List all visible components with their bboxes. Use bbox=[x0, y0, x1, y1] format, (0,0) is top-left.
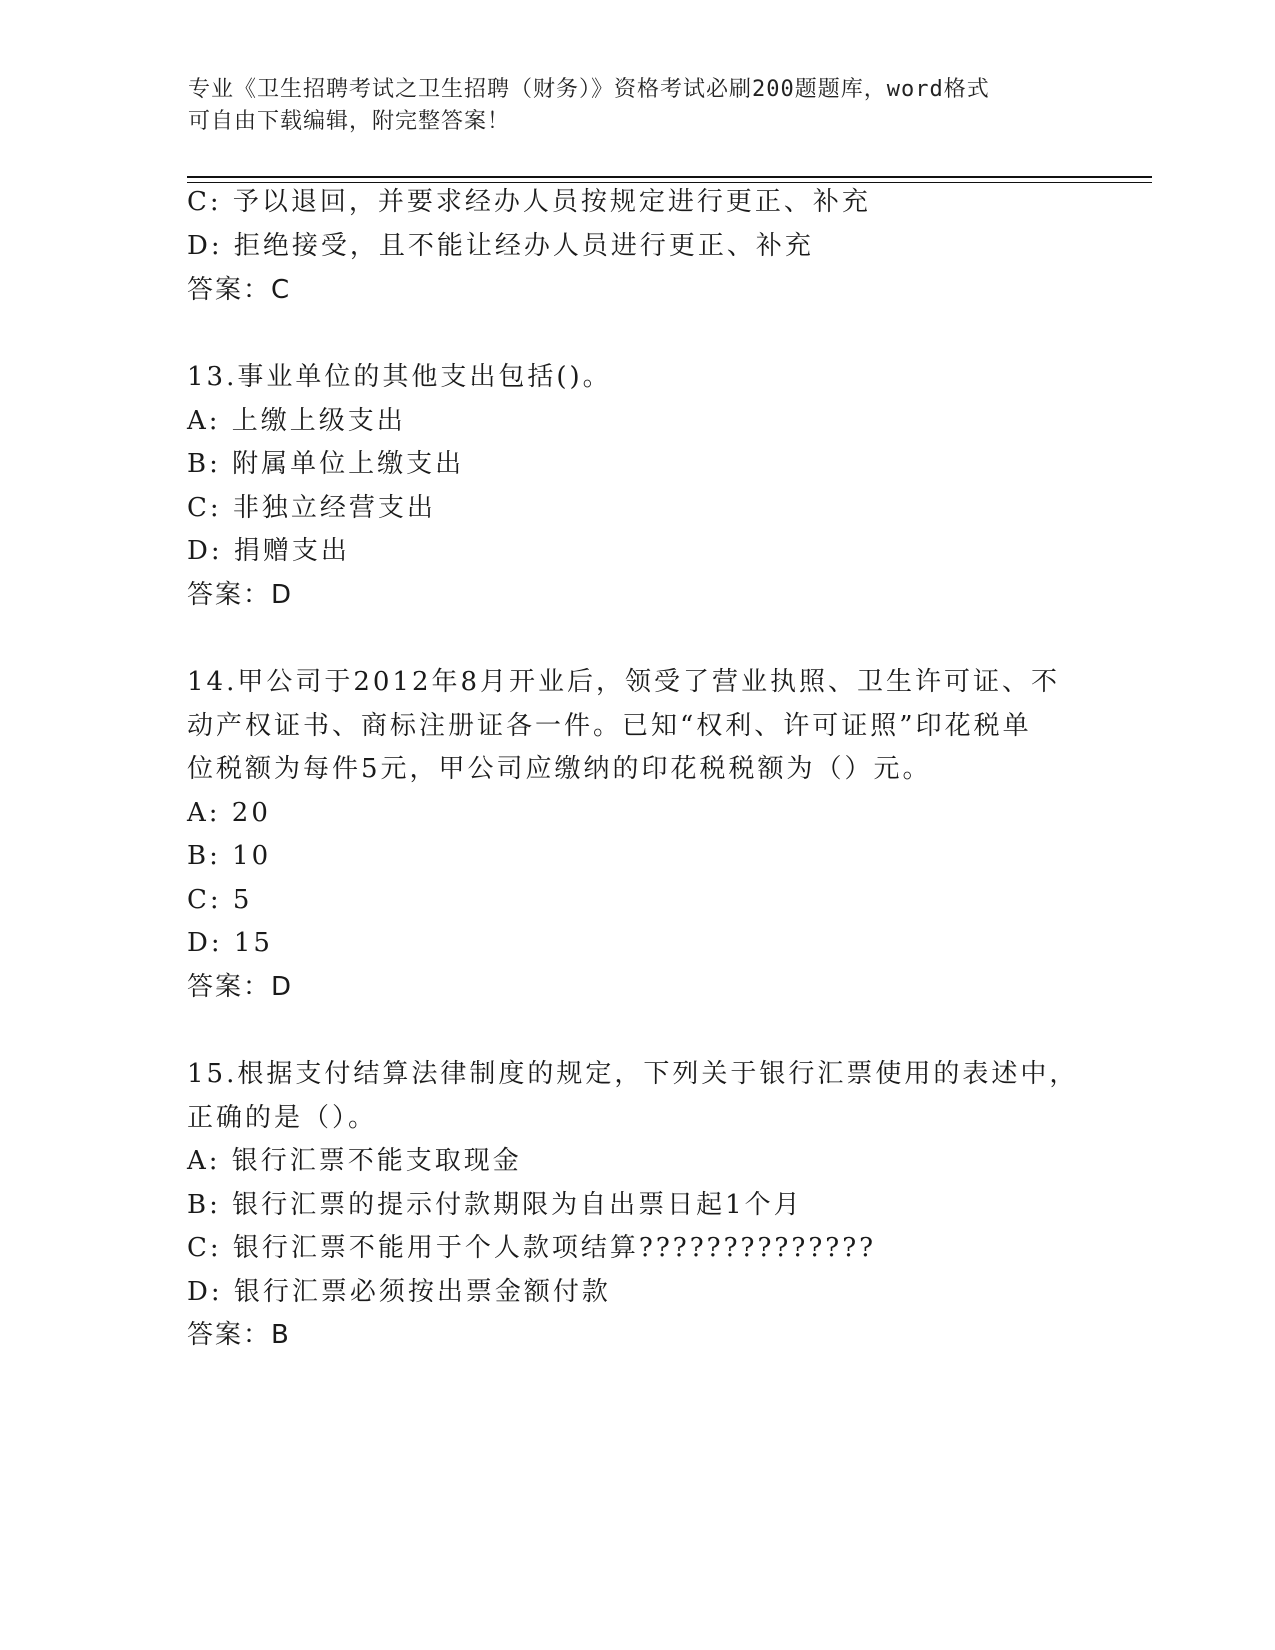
header-title-line-2: 可自由下载编辑，附完整答案！ bbox=[188, 109, 511, 134]
q13-answer: 答案：D bbox=[187, 580, 294, 610]
q15-answer: 答案：B bbox=[187, 1320, 291, 1350]
q12-answer: 答案：C bbox=[187, 275, 292, 305]
q13-option-a: A: 上缴上级支出 bbox=[187, 406, 406, 436]
q13-option-c: C: 非独立经营支出 bbox=[187, 493, 436, 523]
q15-option-c: C: 银行汇票不能用于个人款项结算?????????????? bbox=[187, 1233, 877, 1263]
q14-option-a: A: 20 bbox=[187, 798, 271, 828]
header-title-line-1: 专业《卫生招聘考试之卫生招聘（财务）》资格考试必刷200题题库，word格式 bbox=[188, 77, 990, 102]
document-header bbox=[188, 74, 1068, 138]
q12-option-c: C: 予以退回，并要求经办人员按规定进行更正、补充 bbox=[187, 187, 871, 217]
q14-stem-line-2: 动产权证书、商标注册证各一件。已知“权利、许可证照”印花税单 bbox=[187, 711, 1032, 741]
q13-option-b: B: 附属单位上缴支出 bbox=[187, 449, 465, 479]
q13-stem: 13.事业单位的其他支出包括()。 bbox=[187, 362, 612, 392]
q14-option-d: D: 15 bbox=[187, 928, 273, 958]
q12-option-d: D: 拒绝接受，且不能让经办人员进行更正、补充 bbox=[187, 231, 814, 261]
q15-option-d: D: 银行汇票必须按出票金额付款 bbox=[187, 1277, 611, 1307]
q14-answer: 答案：D bbox=[187, 972, 294, 1002]
q14-stem-line-1: 14.甲公司于2012年8月开业后，领受了营业执照、卫生许可证、不 bbox=[187, 667, 1061, 697]
q14-stem-line-3: 位税额为每件5元，甲公司应缴纳的印花税税额为（）元。 bbox=[187, 754, 932, 784]
q15-option-a: A: 银行汇票不能支取现金 bbox=[187, 1146, 522, 1176]
q15-option-b: B: 银行汇票的提示付款期限为自出票日起1个月 bbox=[187, 1190, 803, 1220]
q14-option-c: C: 5 bbox=[187, 885, 253, 915]
q14-option-b: B: 10 bbox=[187, 841, 272, 871]
q13-option-d: D: 捐赠支出 bbox=[187, 536, 350, 566]
header-divider-thin bbox=[187, 182, 1152, 183]
q15-stem-line-1: 15.根据支付结算法律制度的规定，下列关于银行汇票使用的表述中， bbox=[187, 1059, 1079, 1089]
q15-stem-line-2: 正确的是（）。 bbox=[187, 1103, 378, 1133]
header-divider-thick bbox=[187, 176, 1152, 178]
